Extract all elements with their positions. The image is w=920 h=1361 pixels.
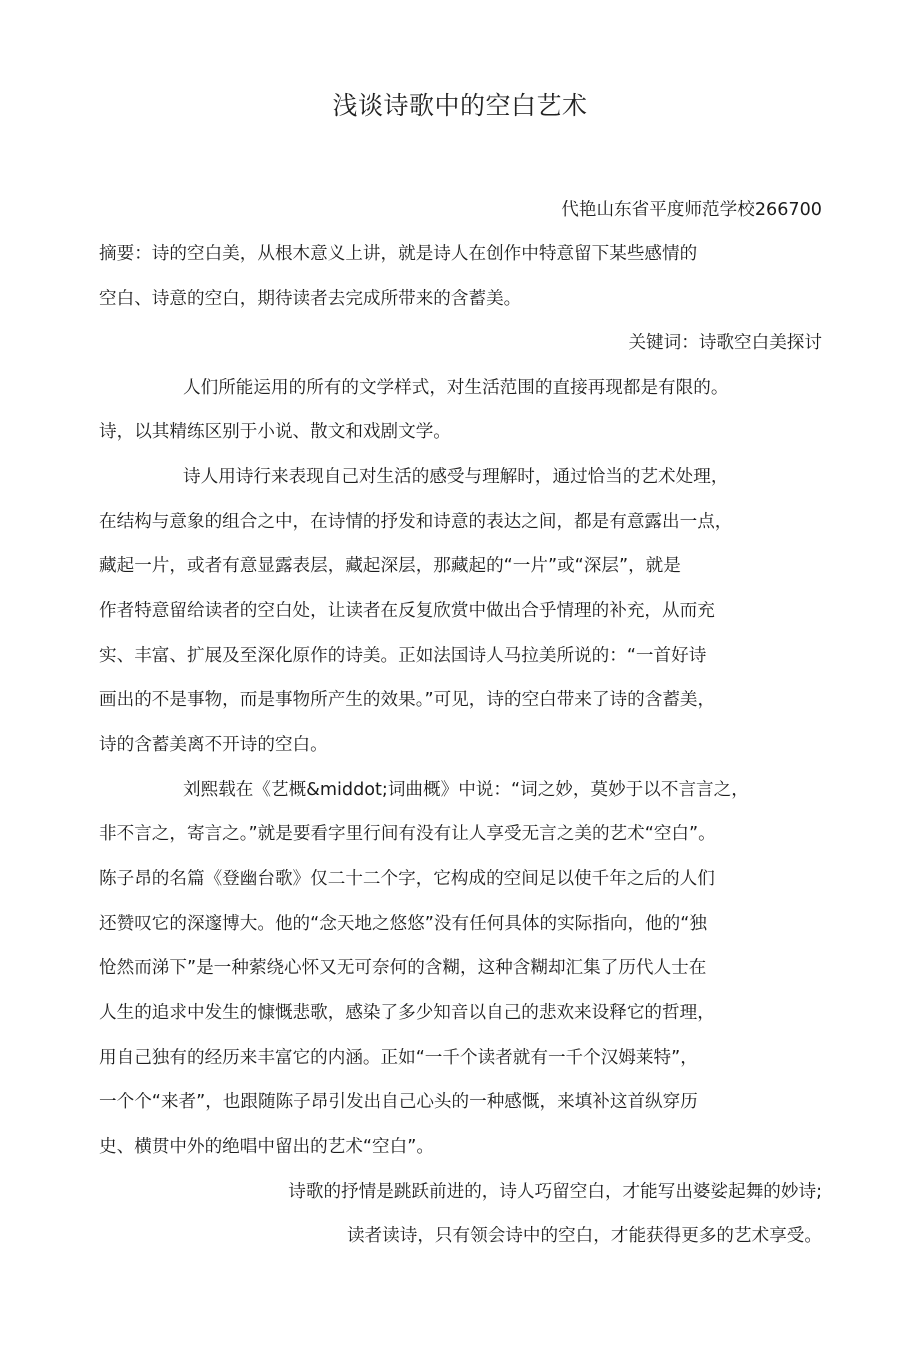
keywords-line: 关键词：诗歌空白美探讨 xyxy=(628,333,822,353)
abstract-line-1: 摘要：诗的空白美，从根木意义上讲，就是诗人在创作中特意留下某些感情的 xyxy=(99,244,698,264)
paragraph3-line-7: 用自己独有的经历来丰富它的内涵。正如“一千个读者就有一千个汉姆莱特”， xyxy=(99,1048,698,1068)
paragraph1-line-2: 诗，以其精练区别于小说、散文和戏剧文学。 xyxy=(99,422,451,442)
paragraph3-line-1: 刘熙载在《艺概&middot;词曲概》中说：“词之妙，莫妙于以不言言之， xyxy=(183,780,749,800)
paragraph3-line-3: 陈子昂的名篇《登幽台歌》仅二十二个字，它构成的空间足以使千年之后的人们 xyxy=(99,869,715,889)
paragraph3-line-4: 还赞叹它的深邃博大。他的“念天地之悠悠”没有任何具体的实际指向，他的“独 xyxy=(99,914,707,934)
paragraph3-line-8: 一个个“来者”，也跟随陈子昂引发出自己心头的一种感慨，来填补这首纵穿历 xyxy=(99,1092,698,1112)
document-title: 浅谈诗歌中的空白艺术 xyxy=(332,91,588,120)
paragraph3-line-2: 非不言之，寄言之。”就是要看字里行间有没有让人享受无言之美的艺术“空白”。 xyxy=(99,824,716,844)
paragraph2-line-6: 画出的不是事物，而是事物所产生的效果。”可见，诗的空白带来了诗的含蓄美， xyxy=(99,690,716,710)
paragraph2-line-3: 藏起一片，或者有意显露表层，藏起深层，那藏起的“一片”或“深层”，就是 xyxy=(99,556,681,576)
author-line: 代艳山东省平度师范学校266700 xyxy=(561,200,822,220)
abstract-line-2: 空白、诗意的空白，期待读者去完成所带来的含蓄美。 xyxy=(99,289,522,309)
paragraph2-line-4: 作者特意留给读者的空白处，让读者在反复欣赏中做出合乎情理的补充，从而充 xyxy=(99,601,715,621)
paragraph2-line-1: 诗人用诗行来表现自己对生活的感受与理解时，通过恰当的艺术处理， xyxy=(183,467,729,487)
paragraph3-line-6: 人生的追求中发生的慷慨悲歌，感染了多少知音以自己的悲欢来设释它的哲理， xyxy=(99,1003,715,1023)
paragraph1-line-1: 人们所能运用的所有的文学样式，对生活范围的直接再现都是有限的。 xyxy=(183,378,729,398)
paragraph3-line-9: 史、横贯中外的绝唱中留出的艺术“空白”。 xyxy=(99,1137,434,1157)
paragraph2-line-7: 诗的含蓄美离不开诗的空白。 xyxy=(99,735,328,755)
paragraph2-line-5: 实、丰富、扩展及至深化原作的诗美。正如法国诗人马拉美所说的：“一首好诗 xyxy=(99,646,707,666)
paragraph2-line-2: 在结构与意象的组合之中，在诗情的抒发和诗意的表达之间，都是有意露出一点， xyxy=(99,512,733,532)
paragraph3-line-5: 怆然而涕下”是一种萦绕心怀又无可奈何的含糊，这种含糊却汇集了历代人士在 xyxy=(99,958,707,978)
closing-line-2: 读者读诗，只有领会诗中的空白，才能获得更多的艺术享受。 xyxy=(346,1226,822,1246)
closing-line-1: 诗歌的抒情是跳跃前进的，诗人巧留空白，才能写出婆娑起舞的妙诗; xyxy=(288,1182,822,1202)
